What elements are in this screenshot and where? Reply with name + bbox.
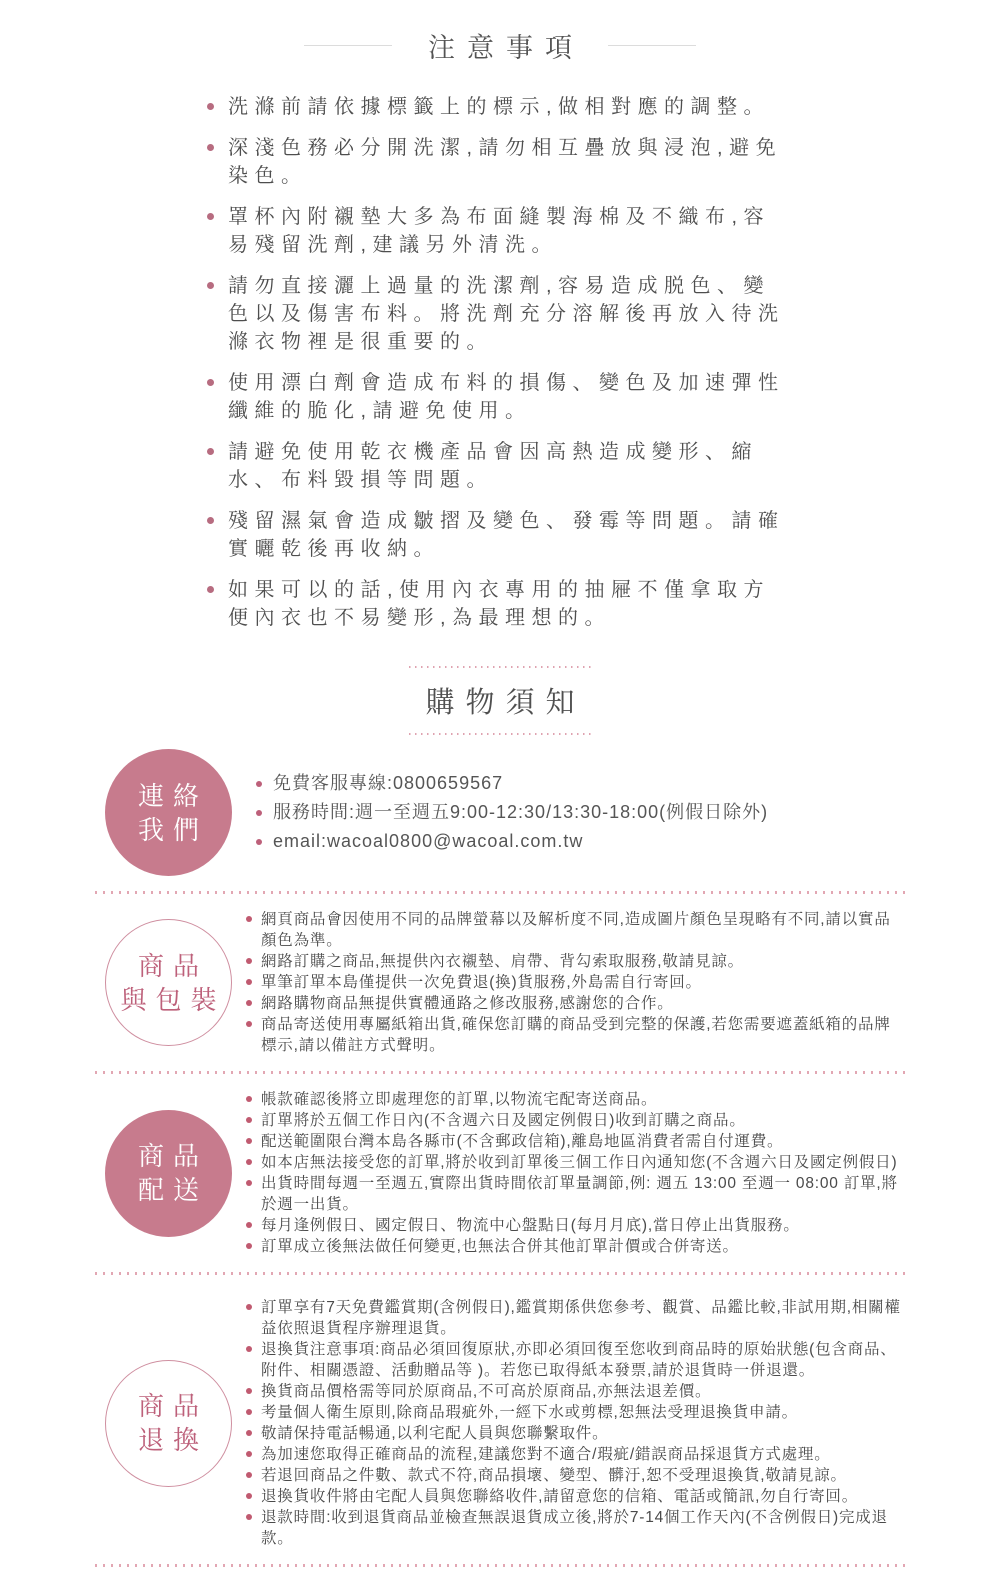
delivery-item: 出貨時間每週一至週五,實際出貨時間依訂單量調節,例: 週五 13:00 至週一 08:00 訂單,將於週一出貨。: [246, 1173, 905, 1215]
delivery-item: 配送範圍限台灣本島各縣市(不含郵政信箱),離島地區消費者需自付運費。: [246, 1131, 905, 1152]
title-divider-right: [608, 45, 696, 46]
packaging-badge: [105, 919, 232, 1046]
packaging-badge-label-line2: 與包裝: [120, 984, 226, 1015]
delivery-badge: [105, 1110, 232, 1237]
returns-item: 退換貨收件將由宅配人員與您聯絡收件,請留意您的信箱、電話或簡訊,勿自行寄回。: [246, 1486, 905, 1507]
notice-item: 深淺色務必分開洗潔,請勿相互疊放與浸泡,避免染色。: [207, 134, 792, 190]
packaging-item: 網頁商品會因使用不同的品牌螢幕以及解析度不同,造成圖片顏色呈現略有不同,請以實品顏色為準。: [246, 909, 905, 951]
notice-item: 請避免使用乾衣機產品會因高熱造成變形、縮水、布料毀損等問題。: [207, 438, 792, 494]
notice-item: 使用漂白劑會造成布料的損傷、變色及加速彈性纖維的脆化,請避免使用。: [207, 369, 792, 425]
delivery-badge-label-line2: 配送: [137, 1175, 208, 1205]
contact-badge: [105, 749, 232, 876]
delivery-item: 每月逢例假日、國定假日、物流中心盤點日(每月月底),當日停止出貨服務。: [246, 1215, 905, 1236]
returns-item: 考量個人衛生原則,除商品瑕疵外,一經下水或剪標,恕無法受理退換貨申請。: [246, 1402, 905, 1423]
packaging-badge-label-line1: 商品: [137, 950, 208, 981]
section-separator: [95, 1071, 905, 1074]
contact-badge-label-line1: 連絡: [137, 780, 208, 811]
packaging-list: [246, 909, 905, 1056]
contact-item-email: email:wacoal0800@wacoal.com.tw: [256, 827, 768, 856]
returns-badge-label-line1: 商品: [137, 1391, 208, 1421]
returns-item: 退換貨注意事項:商品必須回復原狀,亦即必須回復至您收到商品時的原始狀態(包含商品、附件、相關憑證、活動贈品等 )。若您已取得紙本發票,請於退貨時一併退還。: [246, 1339, 905, 1381]
notice-item: 洗滌前請依據標籤上的標示,做相對應的調整。: [207, 93, 792, 121]
notice-list: [207, 93, 792, 632]
packaging-item: 商品寄送使用專屬紙箱出貨,確保您訂購的商品受到完整的保護,若您需要遮蓋紙箱的品牌標示,請以備註方式聲明。: [246, 1014, 905, 1056]
delivery-badge-label-line1: 商品: [137, 1141, 208, 1171]
returns-item: 為加速您取得正確商品的流程,建議您對不適合/瑕疵/錯誤商品採退貨方式處理。: [246, 1444, 905, 1465]
packaging-item: 網路訂購之商品,無提供內衣襯墊、肩帶、背勾索取服務,敬請見諒。: [246, 951, 905, 972]
delivery-section: [105, 1089, 905, 1257]
section-separator: [95, 1564, 905, 1567]
notice-item: 罩杯內附襯墊大多為布面縫製海棉及不織布,容易殘留洗劑,建議另外清洗。: [207, 203, 792, 259]
delivery-item: 訂單成立後無法做任何變更,也無法合併其他訂單計價或合併寄送。: [246, 1236, 905, 1257]
section-separator: [95, 1272, 905, 1275]
returns-item: 若退回商品之件數、款式不符,商品損壞、變型、髒汙,恕不受理退換貨,敬請見諒。: [246, 1465, 905, 1486]
returns-item: 退款時間:收到退貨商品並檢查無誤退貨成立後,將於7-14個工作天內(不含例假日)完成退款。: [246, 1507, 905, 1549]
contact-section: [105, 749, 905, 876]
shopping-title: 購物須知: [425, 687, 586, 719]
notice-title: 注意事項: [428, 33, 584, 63]
contact-badge-label-line2: 我們: [137, 814, 208, 845]
notice-item: 請勿直接灑上過量的洗潔劑,容易造成脱色、變色以及傷害布料。將洗劑充分溶解後再放入待洗滌衣物裡是很重要的。: [207, 272, 792, 356]
contact-list: [256, 769, 768, 856]
notice-section: [0, 26, 1000, 632]
dotted-divider-bottom: [409, 733, 591, 735]
notice-title-row: [0, 26, 1000, 65]
packaging-item: 網路購物商品無提供實體通路之修改服務,感謝您的合作。: [246, 993, 905, 1014]
title-divider-left: [304, 45, 392, 46]
notice-item: 如果可以的話,使用內衣專用的抽屜不僅拿取方便內衣也不易變形,為最理想的。: [207, 576, 792, 632]
returns-item: 訂單享有7天免費鑑賞期(含例假日),鑑賞期係供您參考、觀賞、品鑑比較,非試用期,相關權益依照退貨程序辦理退貨。: [246, 1297, 905, 1339]
returns-item: 換貨商品價格需等同於原商品,不可高於原商品,亦無法退差價。: [246, 1381, 905, 1402]
shopping-header: [0, 666, 1000, 735]
returns-list: [246, 1297, 905, 1549]
dotted-divider-top: [409, 666, 591, 668]
delivery-item: 如本店無法接受您的訂單,將於收到訂單後三個工作日內通知您(不含週六日及國定例假日): [246, 1152, 905, 1173]
contact-item-phone: 免費客服專線:0800659567: [256, 769, 768, 798]
returns-item: 敬請保持電話暢通,以利宅配人員與您聯繫取件。: [246, 1423, 905, 1444]
delivery-list: [246, 1089, 905, 1257]
delivery-item: 訂單將於五個工作日內(不含週六日及國定例假日)收到訂購之商品。: [246, 1110, 905, 1131]
packaging-section: [105, 909, 905, 1056]
packaging-item: 單筆訂單本島僅提供一次免費退(換)貨服務,外島需自行寄回。: [246, 972, 905, 993]
section-separator: [95, 891, 905, 894]
contact-item-hours: 服務時間:週一至週五9:00-12:30/13:30-18:00(例假日除外): [256, 798, 768, 827]
delivery-item: 帳款確認後將立即處理您的訂單,以物流宅配寄送商品。: [246, 1089, 905, 1110]
returns-section: [105, 1297, 905, 1549]
returns-badge: [105, 1360, 232, 1487]
notice-item: 殘留濕氣會造成皺摺及變色、發霉等問題。請確實曬乾後再收納。: [207, 507, 792, 563]
returns-badge-label-line2: 退換: [137, 1425, 208, 1455]
